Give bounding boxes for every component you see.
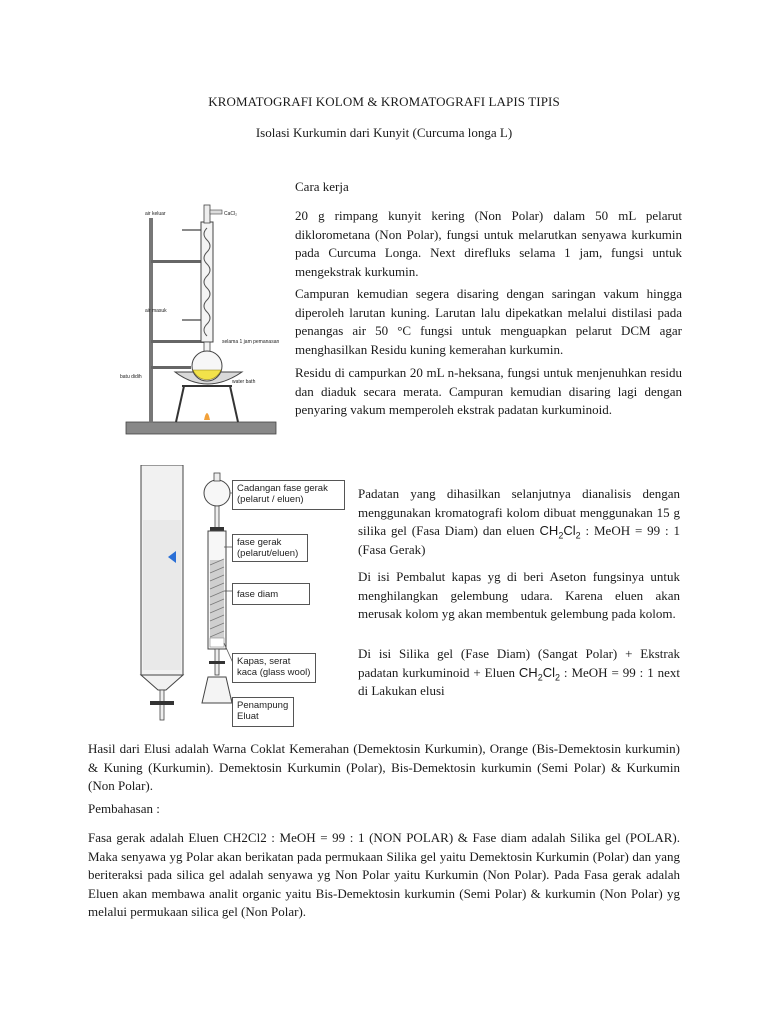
paragraph-cara-kerja-1: 20 g rimpang kunyit kering (Non Polar) dalam 50 mL pelarut diklorometana (Non Polar), fungsi untuk melarutkan senyawa kurkumin pada Curcuma Longa. Next direfluks selama 1 jam, fungsi untuk mengekstrak kurkumin. (295, 208, 682, 279)
paragraph-kolom-1: Padatan yang dihasilkan selanjutnya dianalisis dengan menggunakan kromatografi kolom dibuat menggunakan 15 g silika gel (Fasa Diam) dan eluen $CH_2Cl_2$ : MeOH = 99 : 1 (Fasa Gerak) (358, 486, 680, 557)
eluent-reservoir (204, 480, 230, 506)
stand-rod (149, 218, 153, 423)
glass-wool (210, 638, 224, 647)
formula-ch2cl2: $CH_2Cl_2$ (518, 664, 561, 683)
paragraph-kolom-2: Di isi Pembalut kapas yg di beri Aseton fungsinya untuk menghilangkan gelembung udara. Karena eluen akan merusak kolom yg akan membentuk gelembung pada kolom. (358, 569, 680, 621)
reflux-apparatus-figure (120, 200, 285, 440)
flame-icon (204, 413, 210, 420)
label-batu-didih: batu didih (120, 374, 142, 380)
section-heading-pembahasan: Pembahasan : (88, 801, 160, 816)
paragraph-cara-kerja-2: Campuran kemudian segera disaring dengan saringan vakum hingga diperoleh larutan kuning. Larutan lalu dipekatkan melalui distilasi pada penangas air 50 °C fungsi untuk menguapkan pelarut DCM agar menghasilkan Residu kuning kemerahan kurkumin. (295, 286, 682, 357)
stand-base (126, 422, 276, 434)
label-kapas-glass-wool: Kapas, serat kaca (glass wool) (232, 653, 316, 683)
label-fase-diam: fase diam (232, 583, 310, 605)
formula-ch2cl2: $CH_2Cl_2$ (539, 523, 581, 541)
clamp-upper (151, 260, 201, 263)
paragraph-cara-kerja-3: Residu di campurkan 20 mL n-heksana, fungsi untuk menjenuhkan residu dan diaduk secara merata. Campuran kemudian disaring lagi dengan penyaring vakum memperoleh ekstrak padatan kurkuminoid. (295, 365, 682, 417)
paragraph-pembahasan: Fasa gerak adalah Eluen CH2Cl2 : MeOH = 99 : 1 (NON POLAR) & Fase diam adalah Silika gel (POLAR). Maka senyawa yg Polar akan berikatan pada permukaan Silika gel yaitu Demektosin Kurkumin (Polar) dan yang beriteraksi pada silica gel adalah senyawa yg Non Polar yaitu Kurkumin (Non Polar). Pada Fasa gerak adalah Eluen akan membawa analit organic yaitu Bis-Demektosin kurkumin (Semi Polar) & kurkumin (Non Polar) yg melalui permukaan silica gel (Non Polar). (88, 830, 680, 919)
stopcock (150, 701, 174, 705)
label-selama: selama 1 jam pemanasan (222, 339, 280, 345)
document-title: KROMATOGRAFI KOLOM & KROMATOGRAFI LAPIS TIPIS (208, 94, 560, 109)
clamp-ring (151, 366, 191, 369)
label-fase-gerak: fase gerak (pelarut/eluen) (232, 534, 308, 562)
label-cadangan-fase-gerak: Cadangan fase gerak (pelarut / eluen) (232, 480, 345, 510)
label-penampung-eluat: Penampung Eluat (232, 697, 294, 727)
label-air-keluar: air keluar (145, 211, 166, 217)
section-heading-cara-kerja: Cara kerja (295, 179, 349, 194)
clamp-lower (151, 340, 209, 343)
paragraph-kolom-3: Di isi Silika gel (Fase Diam) (Sangat Polar) + Ekstrak padatan kurkuminoid + Eluen $CH_2Cl_2$ : MeOH = 99 : 1 next di Lakukan elusi (358, 646, 680, 698)
document-subtitle: Isolasi Kurkumin dari Kunyit (Curcuma longa L) (255, 125, 513, 140)
eluate-flask (202, 677, 232, 703)
label-air-masuk: air masuk (145, 308, 167, 314)
label-water-bath: water bath (232, 379, 256, 385)
paragraph-hasil-elusi: Hasil dari Elusi adalah Warna Coklat Kemerahan (Demektosin Kurkumin), Orange (Bis-Demektosin kurkumin) & Kuning (Kurkumin). Demektosin Kurkumin (Polar), Bis-Demektosin kurkumin (Semi Polar) & Kurkumin (Non Polar). (88, 741, 680, 793)
label-cacl2: CaCl₂ (224, 211, 238, 217)
drying-tube (204, 205, 210, 223)
solvent-fill (143, 520, 181, 670)
